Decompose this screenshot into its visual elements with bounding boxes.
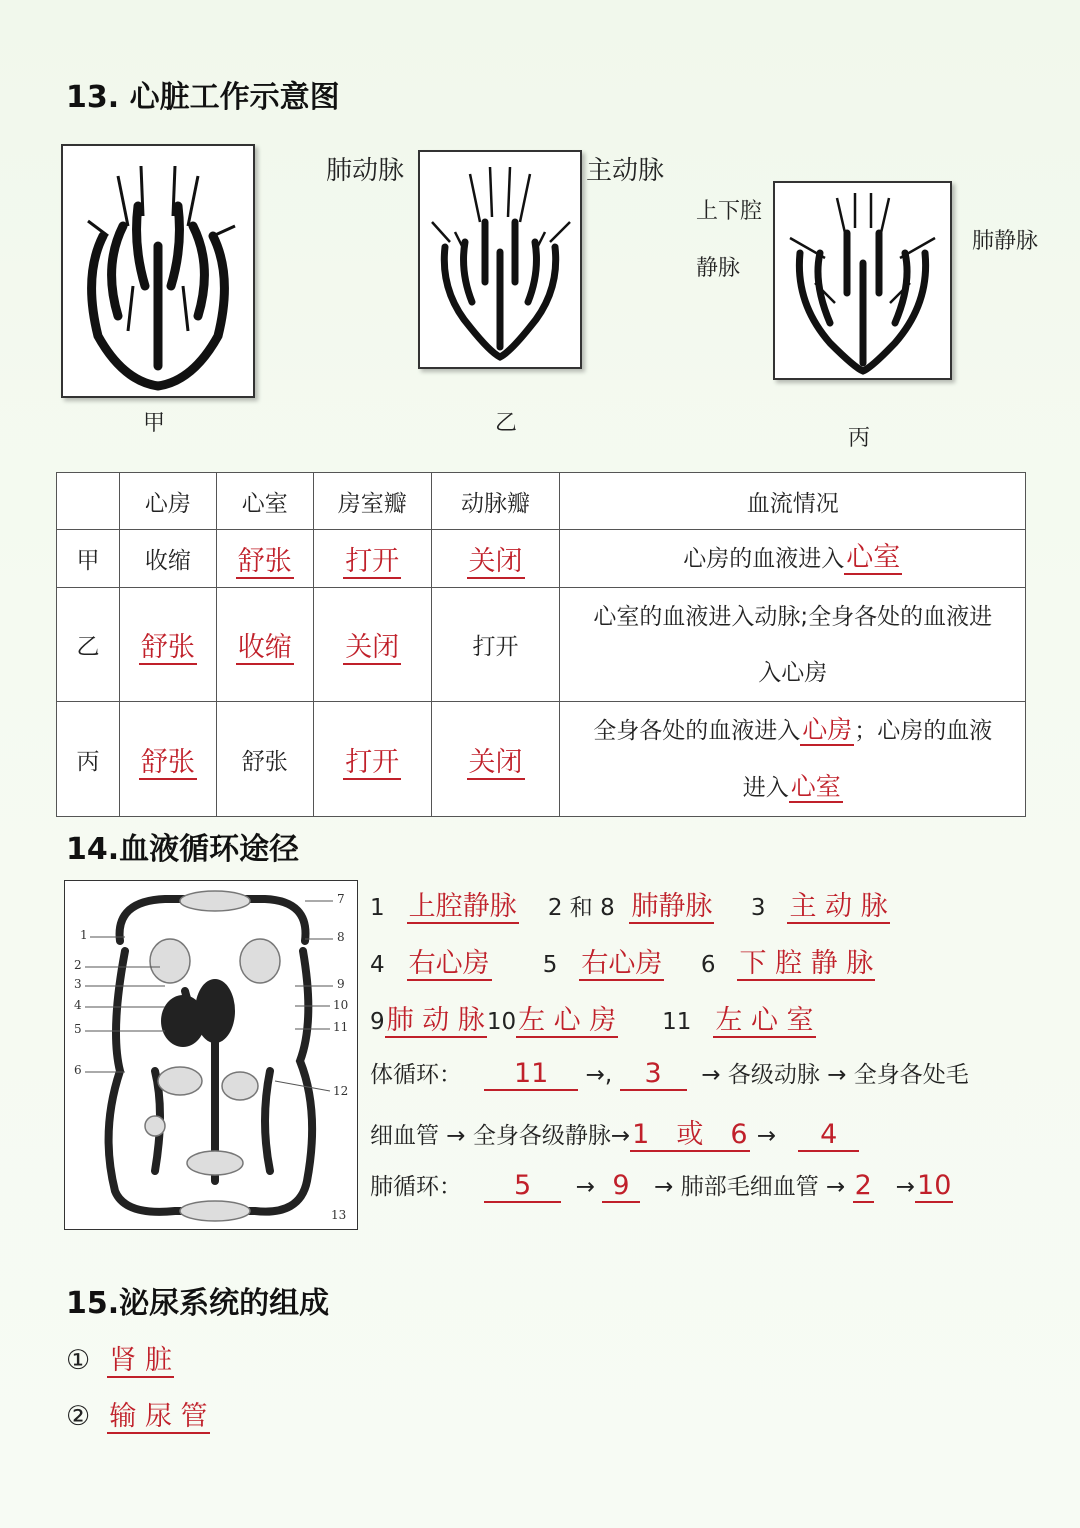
systemic-circulation-line-1 [370, 1056, 969, 1089]
answer-text: 心房 [802, 715, 853, 744]
svg-text:6: 6 [74, 1063, 82, 1077]
section-15-title: 15.泌尿系统的组成 [66, 1286, 330, 1321]
list-item [66, 1338, 174, 1377]
heart-diagram-bing [773, 181, 952, 380]
atrium-cell: 收缩 [119, 530, 216, 588]
label-pulmonary-vein: 肺静脉 [972, 229, 1039, 254]
arrow-text: → [895, 1174, 916, 1200]
answer-text: 4 [798, 1119, 859, 1152]
svg-text:8: 8 [337, 930, 345, 944]
flow-text: 心房的血液进入 [683, 546, 845, 572]
answer-text: 关闭 [468, 746, 523, 778]
av-valve-cell [313, 702, 431, 817]
answer-text: 舒张 [140, 746, 195, 778]
answer-text: 关闭 [468, 546, 523, 577]
svg-text:7: 7 [337, 892, 345, 906]
svg-text:11: 11 [333, 1020, 349, 1034]
path-text: → 肺部毛细血管 → [654, 1174, 846, 1200]
table-header-cell: 血流情况 [560, 473, 1026, 530]
num-label: 9 [370, 1009, 385, 1035]
atrium-cell [119, 702, 216, 817]
num-label: 5 [542, 952, 558, 978]
svg-text:12: 12 [333, 1084, 349, 1098]
art-valve-cell [431, 530, 560, 588]
list-item [66, 1394, 210, 1433]
num-label: 6 [700, 952, 716, 978]
table-header-cell: 动脉瓣 [431, 473, 560, 530]
answer-text: 10 [917, 1170, 952, 1201]
art-valve-cell: 打开 [431, 588, 560, 702]
answer-text: 右心房 [408, 948, 490, 979]
svg-text:3: 3 [74, 977, 82, 991]
section-13-title: 13. 心脏工作示意图 [66, 80, 340, 115]
path-text: → 各级动脉 → 全身各处毛 [701, 1062, 969, 1088]
answer-text: 打开 [345, 546, 400, 577]
section-14-title: 14.血液循环途径 [66, 832, 300, 867]
path-text: 细血管 → 全身各级静脉→ [370, 1123, 631, 1149]
answer-text: 上腔静脉 [408, 891, 517, 922]
answer-text: 右心房 [581, 948, 663, 979]
svg-text:5: 5 [74, 1022, 82, 1036]
table-row [57, 530, 1026, 588]
answer-text: 2 [854, 1170, 872, 1201]
svg-text:9: 9 [337, 977, 345, 991]
art-valve-cell [431, 702, 560, 817]
answer-text: 1 或 6 [632, 1119, 748, 1150]
answer-text: 左 心 房 [518, 1005, 617, 1036]
av-valve-cell [313, 530, 431, 588]
table-header-cell [57, 473, 120, 530]
label-aorta: 主动脉 [586, 156, 665, 186]
answer-text: 收缩 [237, 632, 292, 663]
answer-text: 心室 [846, 542, 901, 573]
answer-text: 肾 脏 [109, 1345, 172, 1376]
arrow-text: →, [585, 1062, 613, 1088]
caption-bing: 丙 [848, 426, 871, 451]
answer-text: 舒张 [237, 546, 292, 577]
svg-text:4: 4 [74, 998, 82, 1012]
table-header-cell: 心室 [216, 473, 313, 530]
arrow-text: → [756, 1123, 777, 1149]
svg-text:10: 10 [333, 998, 349, 1012]
svg-text:1: 1 [80, 928, 88, 942]
answer-text: 关闭 [345, 632, 400, 663]
item-marker: ① [66, 1345, 91, 1376]
flow-text: ；心房的血液 [854, 718, 993, 744]
pulmonary-label: 肺循环： [370, 1174, 462, 1200]
flow-cell [560, 588, 1026, 702]
num-label: 3 [750, 895, 766, 921]
circulation-line-3 [370, 998, 816, 1037]
table-row [57, 588, 1026, 702]
answer-text: 舒张 [140, 632, 195, 663]
flow-text: 心室的血液进入动脉;全身各处的血液进 [593, 603, 993, 630]
pulmonary-circulation-line [370, 1168, 953, 1201]
circulation-diagram [64, 880, 358, 1230]
answer-text: 主 动 脉 [789, 891, 888, 922]
circulation-line-1 [370, 884, 890, 923]
stage-cell: 乙 [57, 588, 120, 702]
num-label: 10 [486, 1009, 517, 1035]
heart-diagram-jia [61, 144, 255, 398]
flow-cell [560, 702, 1026, 817]
num-label: 1 [370, 895, 385, 921]
answer-text: 肺 动 脉 [386, 1005, 485, 1036]
answer-text: 输 尿 管 [109, 1401, 208, 1432]
ventricle-cell [216, 530, 313, 588]
flow-text: 全身各处的血液进入 [593, 718, 801, 744]
num-label: 4 [370, 952, 385, 978]
answer-text: 5 [484, 1170, 561, 1203]
caption-yi: 乙 [495, 411, 518, 436]
item-marker: ② [66, 1401, 91, 1432]
table-header-cell: 房室瓣 [313, 473, 431, 530]
heart-diagram-yi [418, 150, 582, 369]
table-header-cell: 心房 [119, 473, 216, 530]
answer-text: 11 [484, 1058, 578, 1091]
num-label: 11 [662, 1009, 692, 1035]
systemic-label: 体循环： [370, 1062, 462, 1088]
caption-jia: 甲 [143, 411, 166, 436]
circulation-line-2 [370, 941, 875, 980]
flow-cell [560, 530, 1026, 588]
stage-cell: 甲 [57, 530, 120, 588]
ventricle-cell: 舒张 [216, 702, 313, 817]
atrium-cell [119, 588, 216, 702]
label-pulmonary-artery: 肺动脉 [326, 156, 405, 186]
heart-cycle-table [56, 472, 1026, 817]
answer-text: 心室 [790, 772, 841, 801]
answer-text: 肺静脉 [631, 891, 713, 922]
answer-text: 下 腔 静 脉 [739, 948, 874, 979]
flow-text: 进入 [742, 775, 789, 801]
svg-text:13: 13 [331, 1208, 347, 1222]
label-vena-cava-2: 静脉 [696, 256, 741, 281]
label-vena-cava-1: 上下腔 [696, 199, 763, 224]
stage-cell: 丙 [57, 702, 120, 817]
svg-text:2: 2 [74, 958, 82, 972]
table-header-row [57, 473, 1026, 530]
flow-text: 入心房 [758, 659, 828, 686]
answer-text: 3 [620, 1058, 687, 1091]
systemic-circulation-line-2 [370, 1112, 859, 1151]
answer-text: 打开 [345, 746, 400, 778]
ventricle-cell [216, 588, 313, 702]
table-row [57, 702, 1026, 817]
av-valve-cell [313, 588, 431, 702]
answer-text: 左 心 室 [715, 1005, 814, 1036]
answer-text: 9 [602, 1170, 639, 1203]
num-label: 2 和 8 [547, 895, 615, 921]
arrow-text: → [575, 1174, 596, 1200]
